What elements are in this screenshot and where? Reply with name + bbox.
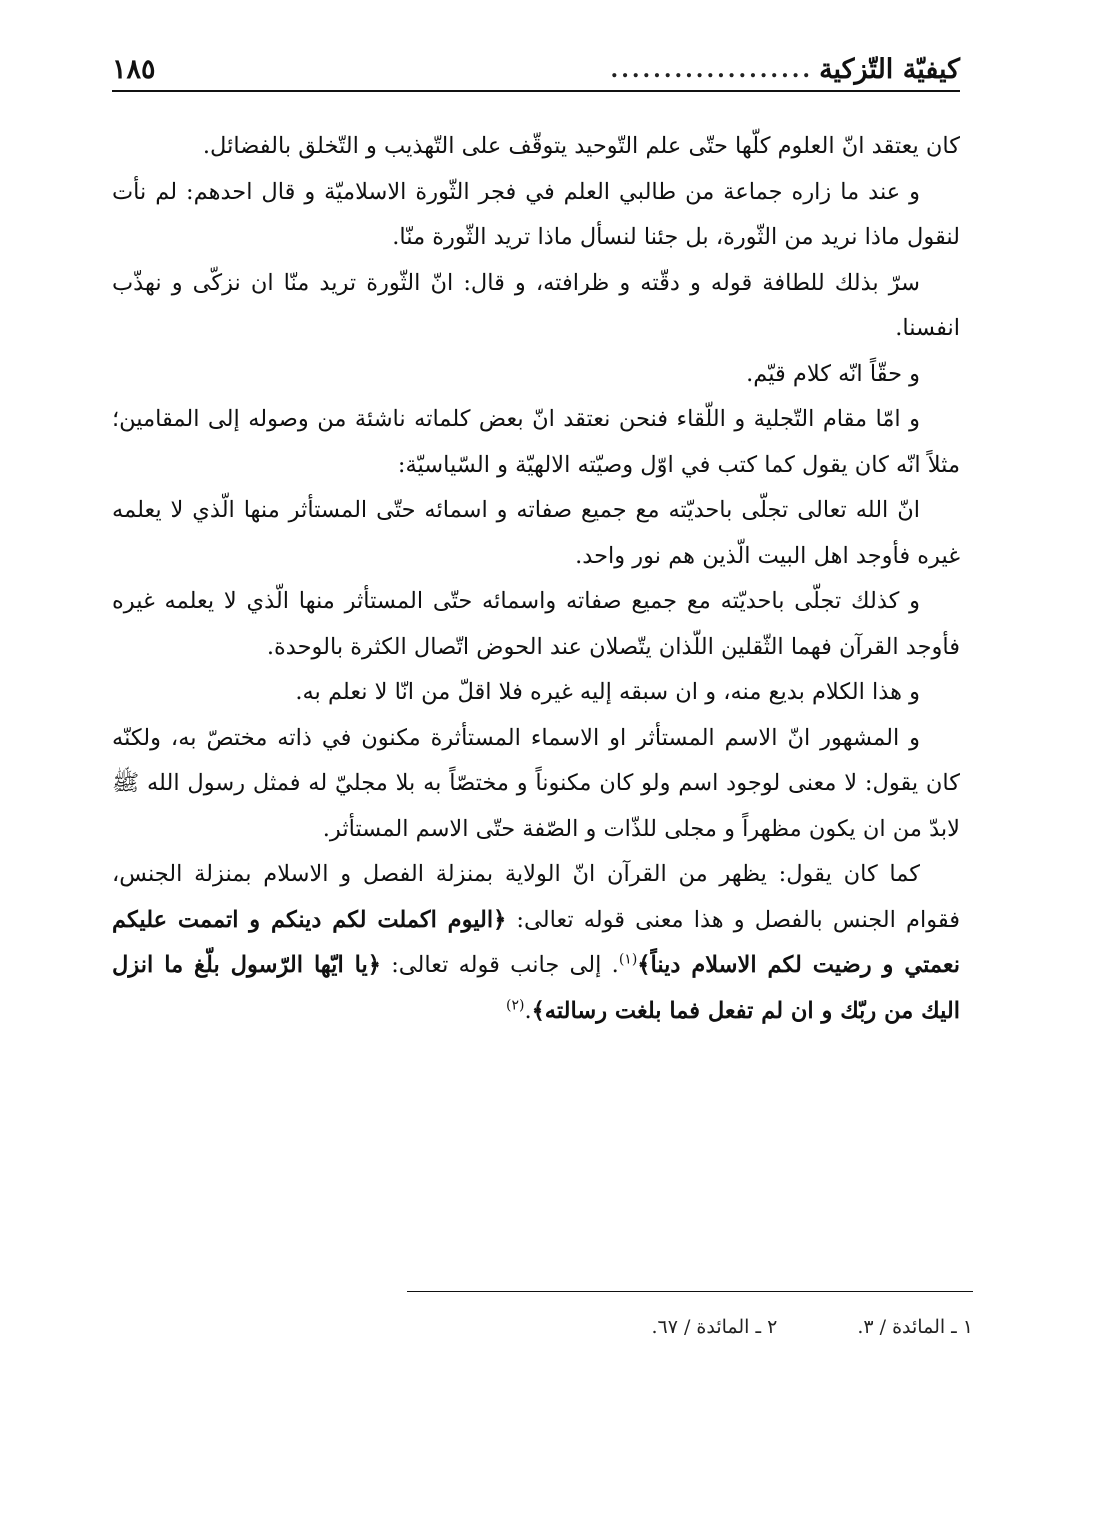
header-rule xyxy=(112,90,960,92)
paragraph-3: سرّ بذلك للطافة قوله و دقّته و ظرافته، و قال: انّ الثّورة تريد منّا ان نزكّى و نهذّب انفسنا. xyxy=(112,269,960,341)
quran-quote-1: ﴿اليوم اكملت لكم دينكم و اتممت عليكم نعمتي و رضيت لكم الاسلام ديناً﴾ xyxy=(112,906,961,978)
paragraph-9: و المشهور انّ الاسم المستأثر او الاسماء المستأثرة مكنون في ذاته مختصّ به، ولكنّه كان يقول: لا معنى لوجود اسم ولو كان مكنوناً و مختصّاً به بلا مجليّ له فمثل رسول الله ﷺ لابدّ من ان يكون مظهراً و مجلى للذّات و الصّفة حتّى الاسم المستأثر. xyxy=(112,724,960,842)
paragraph-1: كان يعتقد انّ العلوم كلّها حتّى علم التّوحيد يتوقّف على التّهذيب و التّخلق بالفضائل. xyxy=(202,133,960,159)
footnote-1: ١ ـ المائدة / ٣. xyxy=(857,1316,973,1338)
paragraph-10-text: كما كان يقول: يظهر من القرآن انّ الولاية بمنزلة الفصل و الاسلام بمنزلة الجنس، فقوام الجنس بالفصل و هذا معنى قوله تعالى: xyxy=(112,861,960,933)
paragraph-10-connector: . إلى جانب قوله تعالى: xyxy=(380,952,619,978)
footnote-2: ٢ ـ المائدة / ٦٧. xyxy=(651,1316,778,1338)
body-text xyxy=(112,124,960,1034)
paragraph-8: و هذا الكلام بديع منه، و ان سبقه إليه غيره فلا اقلّ من انّا لا نعلم به. xyxy=(295,679,920,705)
paragraph-10-end: . xyxy=(524,997,532,1024)
header-leader-dots: ................... xyxy=(610,57,814,83)
paragraph-10 xyxy=(112,852,960,1034)
running-header xyxy=(112,38,960,90)
footnotes xyxy=(560,1316,973,1338)
footnote-rule xyxy=(407,1291,973,1292)
paragraph-6: انّ الله تعالى تجلّى باحديّته مع جميع صفاته و اسمائه حتّى المستأثر منها الّذي لا يعلمه غيره فأوجد اهل البيت الّذين هم نور واحد. xyxy=(112,497,960,569)
quran-quote-2: ﴿يا ايّها الرّسول بلّغ ما انزل اليك من ربّك و ان لم تفعل فما بلغت رسالته﴾ xyxy=(112,952,960,1024)
paragraph-5: و امّا مقام التّجلية و اللّقاء فنحن نعتقد انّ بعض كلماته ناشئة من وصوله إلى المقامين؛ مثلاً انّه كان يقول كما كتب في اوّل وصيّته الالهيّة و السّياسيّة: xyxy=(112,406,960,478)
paragraph-4: و حقّاً انّه كلام قيّم. xyxy=(746,360,920,387)
paragraph-7: و كذلك تجلّى باحديّته مع جميع صفاته واسمائه حتّى المستأثر منها الّذي لا يعلمه غيره فأوجد القرآن فهما الثّقلين اللّذان يتّصلان عند الحوض اتّصال الكثرة بالوحدة. xyxy=(112,588,960,660)
paragraph-2: و عند ما زاره جماعة من طالبي العلم في فجر الثّورة الاسلاميّة و قال احدهم: لم نأت لنقول ماذا نريد من الثّورة، بل جئنا لنسأل ماذا تريد الثّورة منّا. xyxy=(112,178,960,250)
footnote-ref-1: (١) xyxy=(618,951,638,968)
page-number: ١٨٥ xyxy=(112,54,156,85)
footnote-ref-2: (٢) xyxy=(505,997,525,1013)
chapter-title: كيفيّة التّزكية xyxy=(819,54,960,85)
